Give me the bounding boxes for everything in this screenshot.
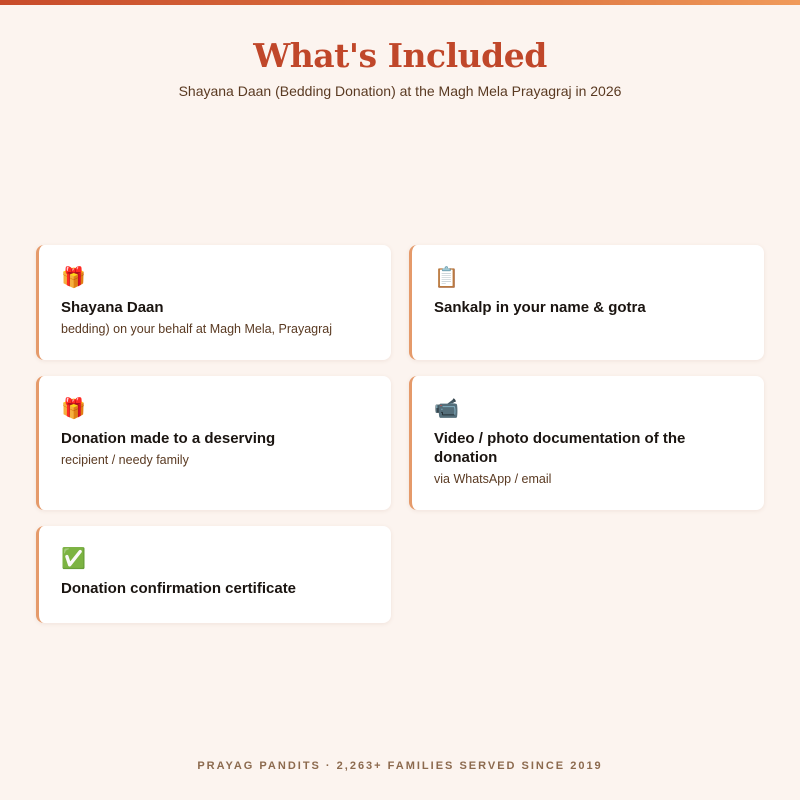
footer-tagline: PRAYAG PANDITS · 2,263+ FAMILIES SERVED SINCE 2019 <box>197 760 603 772</box>
included-item-card <box>36 526 391 623</box>
item-title: Shayana Daan <box>61 299 164 316</box>
included-item-card <box>409 376 764 510</box>
item-title: Sankalp in your name & gotra <box>434 299 646 316</box>
item-title: Donation made to a deserving <box>61 430 276 447</box>
item-description: via WhatsApp / email <box>434 472 552 486</box>
item-title: Video / photo documentation of the donation <box>434 430 686 466</box>
video-camera-icon: 📹 <box>434 396 459 420</box>
top-accent-bar <box>0 0 800 5</box>
item-title: Donation confirmation certificate <box>61 580 297 597</box>
included-item-card <box>409 245 764 360</box>
clipboard-icon: 📋 <box>434 265 459 289</box>
included-item-card <box>36 245 391 360</box>
gift-icon: 🎁 <box>61 265 86 289</box>
check-mark-icon: ✅ <box>61 546 86 570</box>
item-description: bedding) on your behalf at Magh Mela, Prayagraj <box>61 322 332 336</box>
page-title: What's Included <box>253 36 547 75</box>
included-item-card <box>36 376 391 510</box>
gift-icon: 🎁 <box>61 396 86 420</box>
included-items-grid <box>36 245 764 623</box>
page-subtitle: Shayana Daan (Bedding Donation) at the Magh Mela Prayagraj in 2026 <box>178 83 622 99</box>
item-description: recipient / needy family <box>61 453 189 467</box>
